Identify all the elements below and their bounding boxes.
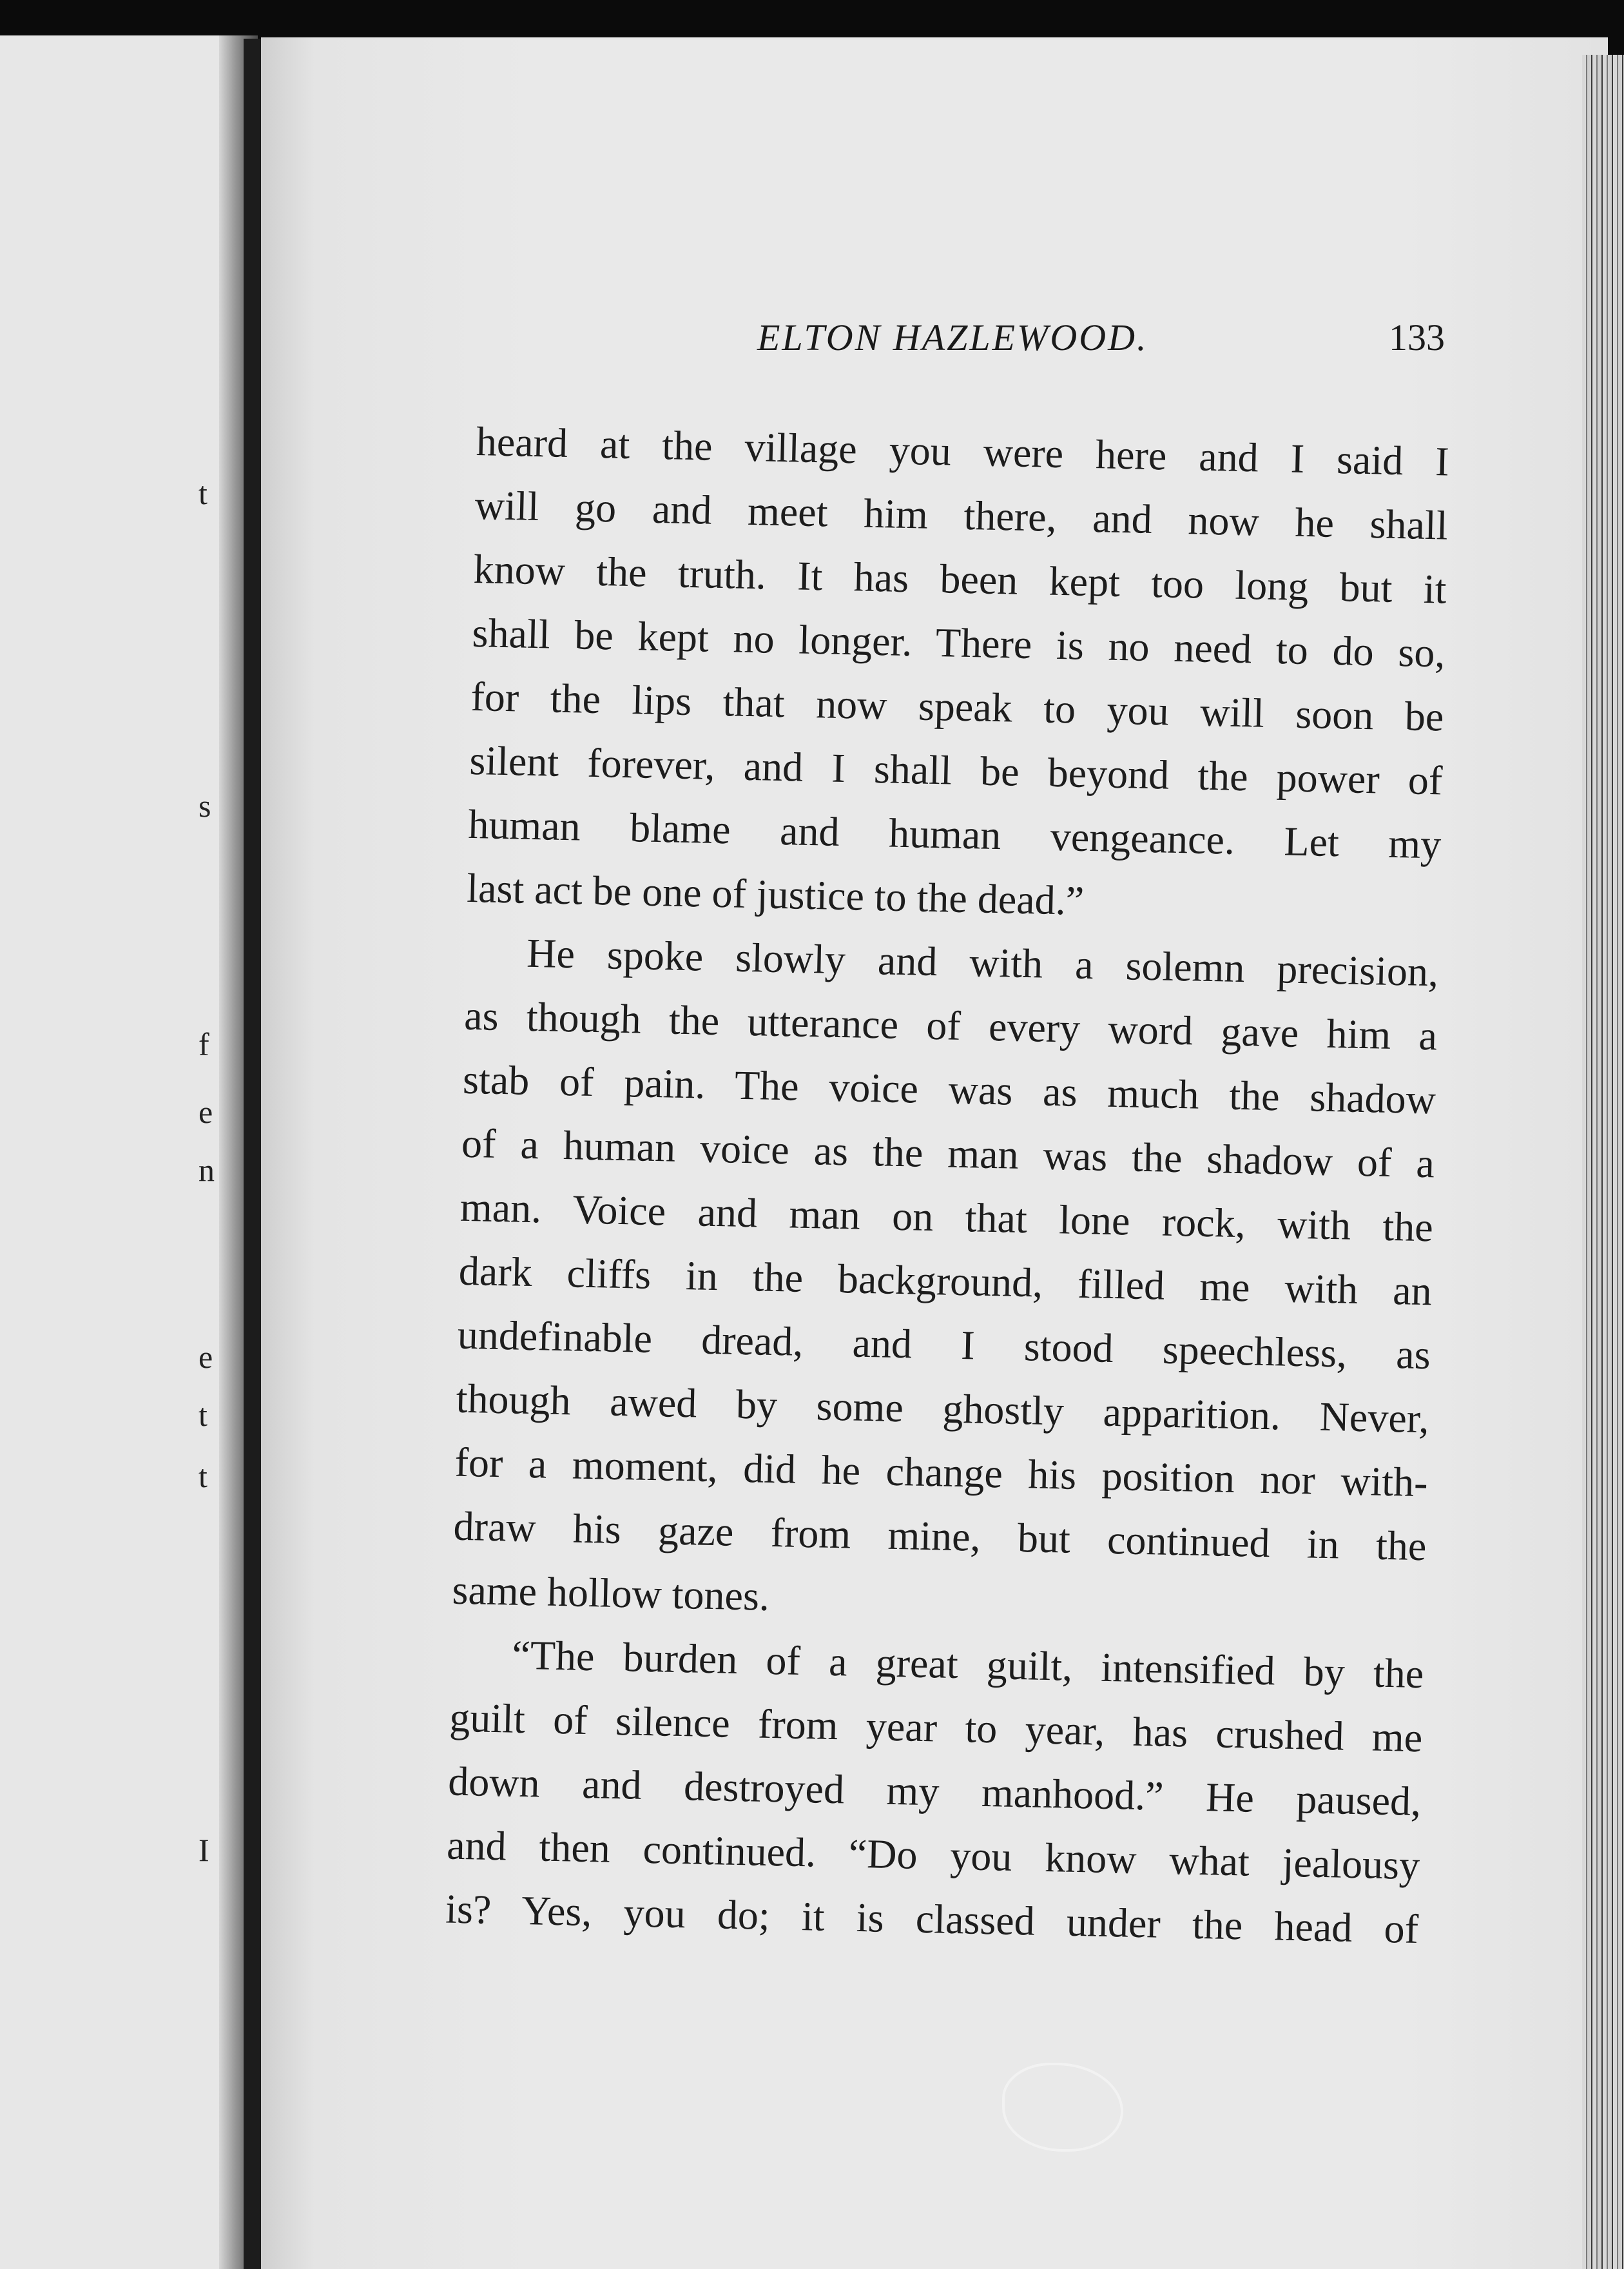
text-line: He spoke slowly and with a solemn precision, — [526, 930, 1439, 995]
text-line: of a human voice as the man was the shadow of a — [461, 1120, 1435, 1187]
text-line: is? Yes, you do; it is classed under the head of — [445, 1885, 1419, 1953]
text-line: down and destroyed my manhood.” He paused, — [447, 1758, 1422, 1825]
facing-page-fragment: e — [198, 1339, 213, 1375]
facing-page-fragment: t — [198, 475, 208, 511]
text-line: will go and meet him there, and now he shall — [474, 482, 1449, 549]
text-line: draw his gaze from mine, but continued in the — [452, 1503, 1427, 1570]
facing-page-fragment: e — [198, 1094, 213, 1130]
text-line: silent forever, and I shall be beyond the power of — [469, 737, 1444, 804]
text-line: guilt of silence from year to year, has crushed me — [449, 1694, 1423, 1761]
text-line: “The burden of a great guilt, intensified by the — [511, 1631, 1424, 1697]
facing-page-fragment: f — [198, 1026, 209, 1062]
text-line: for a moment, did he change his position nor with- — [454, 1439, 1429, 1506]
text-line: shall be kept no longer. There is no need to do so, — [472, 609, 1446, 676]
gutter-binding — [244, 39, 262, 2269]
text-line: heard at the village you were here and I said I — [476, 418, 1450, 485]
text-line: same hollow tones. — [451, 1566, 770, 1619]
page-edges — [1582, 55, 1624, 2269]
text-line: stab of pain. The voice was as much the shadow — [462, 1056, 1436, 1123]
facing-page-fragment: s — [198, 788, 211, 824]
page-number: 133 — [1389, 316, 1445, 358]
facing-page-fragment: t — [198, 1397, 208, 1433]
text-line: last act be one of justice to the dead.” — [466, 864, 1085, 924]
text-line: man. Voice and man on that lone rock, with the — [459, 1183, 1434, 1251]
text-line: human blame and human vengeance. Let my — [467, 801, 1442, 868]
text-line: know the truth. It has been kept too long but it — [473, 545, 1447, 612]
facing-page-fragment: t — [198, 1458, 208, 1494]
facing-page-fragment: I — [198, 1832, 209, 1868]
text-line: as though the utterance of every word gave him a — [463, 992, 1438, 1059]
body-text — [445, 409, 1449, 1961]
facing-page-fragment: n — [198, 1152, 215, 1188]
text-line: though awed by some ghostly apparition. Never, — [456, 1375, 1430, 1442]
text-line: and then continued. “Do you know what jealousy — [446, 1822, 1420, 1889]
text-line: for the lips that now speak to you will soon be — [470, 673, 1445, 740]
text-line: undefinable dread, and I stood speechless, as — [457, 1311, 1431, 1378]
running-head: ELTON HAZLEWOOD. — [757, 316, 1148, 358]
text-line: dark cliffs in the background, filled me with an — [458, 1247, 1433, 1314]
